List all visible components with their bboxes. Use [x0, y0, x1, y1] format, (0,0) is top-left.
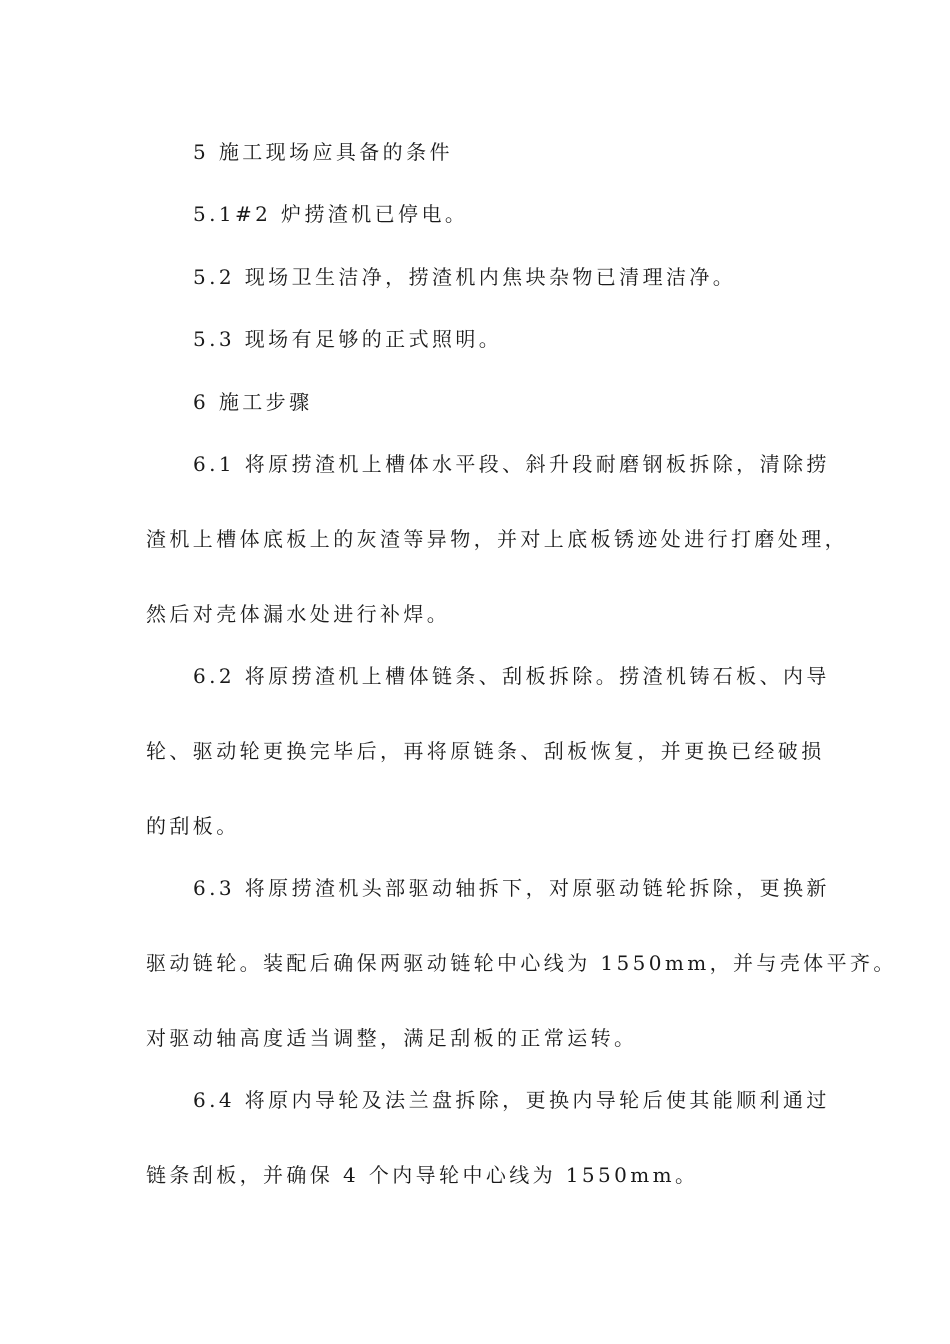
paragraph-5-1: 5.1#2 炉捞渣机已停电。 [193, 202, 469, 226]
paragraph-6-4-line-2: 链条刮板，并确保 4 个内导轮中心线为 1550mm。 [146, 1163, 699, 1187]
paragraph-6-1-line-2: 渣机上槽体底板上的灰渣等异物，并对上底板锈迹处进行打磨处理， [146, 527, 848, 551]
paragraph-6-2-line-1: 6.2 将原捞渣机上槽体链条、刮板拆除。捞渣机铸石板、内导 [193, 664, 830, 688]
paragraph-6-3-line-1: 6.3 将原捞渣机头部驱动轴拆下，对原驱动链轮拆除，更换新 [193, 876, 830, 900]
paragraph-5-2: 5.2 现场卫生洁净，捞渣机内焦块杂物已清理洁净。 [193, 265, 737, 289]
paragraph-6-2-line-3: 的刮板。 [146, 814, 240, 838]
paragraph-6-1-line-3: 然后对壳体漏水处进行补焊。 [146, 602, 451, 626]
paragraph-6-3-line-2: 驱动链轮。装配后确保两驱动链轮中心线为 1550mm，并与壳体平齐。 [146, 951, 897, 975]
paragraph-6-3-line-3: 对驱动轴高度适当调整，满足刮板的正常运转。 [146, 1026, 638, 1050]
paragraph-6-1-line-1: 6.1 将原捞渣机上槽体水平段、斜升段耐磨钢板拆除，清除捞 [193, 452, 830, 476]
paragraph-5-3: 5.3 现场有足够的正式照明。 [193, 327, 503, 351]
heading-section-6: 6 施工步骤 [193, 390, 313, 414]
paragraph-6-2-line-2: 轮、驱动轮更换完毕后，再将原链条、刮板恢复，并更换已经破损 [146, 739, 825, 763]
paragraph-6-4-line-1: 6.4 将原内导轮及法兰盘拆除，更换内导轮后使其能顺利通过 [193, 1088, 830, 1112]
heading-section-5: 5 施工现场应具备的条件 [193, 140, 453, 164]
